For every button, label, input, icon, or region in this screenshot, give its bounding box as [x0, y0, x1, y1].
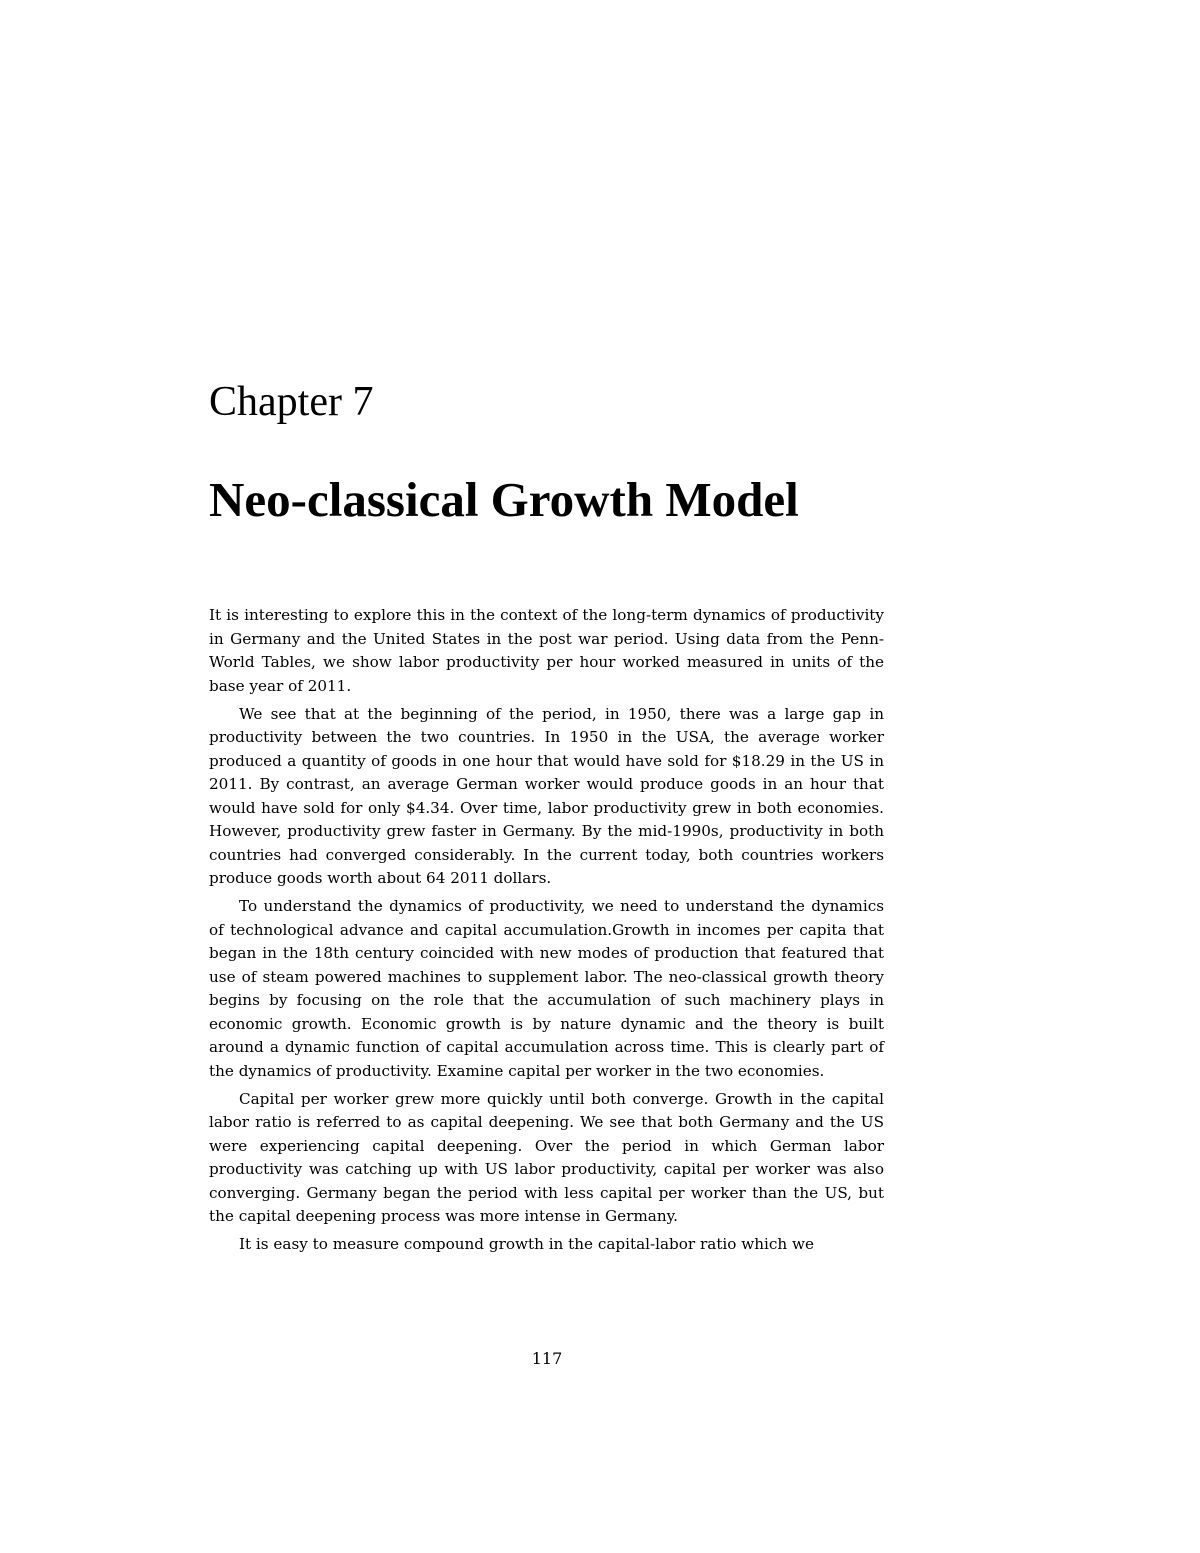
paragraph-3: To understand the dynamics of productivity, we need to understand the dynamics of technological advance and capital accumulation.Growth in incomes per capita that began in the 18th century coincided with new modes of production that featured that use of steam powered machines to supplement labor. The neo-classical growth theory begins by focusing on the role that the accumulation of such machinery plays in economic growth. Economic growth is by nature dynamic and the theory is built around a dynamic function of capital accumulation across time. This is clearly part of the dynamics of productivity. Examine capital per worker in the two economies. [209, 897, 884, 1080]
chapter-title: Neo-classical Growth Model [209, 472, 799, 527]
paragraph-1: It is interesting to explore this in the context of the long-term dynamics of productivity in Germany and the United States in the post war period. Using data from the Penn-World Tables, we show labor productivity per hour worked measured in units of the base year of 2011. [209, 606, 884, 695]
page-number: 117 [531, 1349, 563, 1368]
paragraph-4: Capital per worker grew more quickly until both converge. Growth in the capital labor ratio is referred to as capital deepening. We see that both Germany and the US were experiencing capital deepening. Over the period in which German labor productivity was catching up with US labor productivity, capital per worker was also converging. Germany began the period with less capital per worker than the US, but the capital deepening process was more intense in Germany. [209, 1089, 884, 1225]
paragraph-2: We see that at the beginning of the period, in 1950, there was a large gap in productivity between the two countries. In 1950 in the USA, the average worker produced a quantity of goods in one hour that would have sold for $18.29 in the US in 2011. By contrast, an average German worker would produce goods in an hour that would have sold for only $4.34. Over time, labor productivity grew in both economies. However, productivity grew faster in Germany. By the mid-1990s, productivity in both countries had converged considerably. In the current today, both countries workers produce goods worth about 64 2011 dollars. [209, 704, 884, 887]
chapter-label: Chapter 7 [209, 379, 374, 425]
paragraph-5: It is easy to measure compound growth in the capital-labor ratio which we [239, 1235, 814, 1253]
body-text [209, 604, 884, 1261]
